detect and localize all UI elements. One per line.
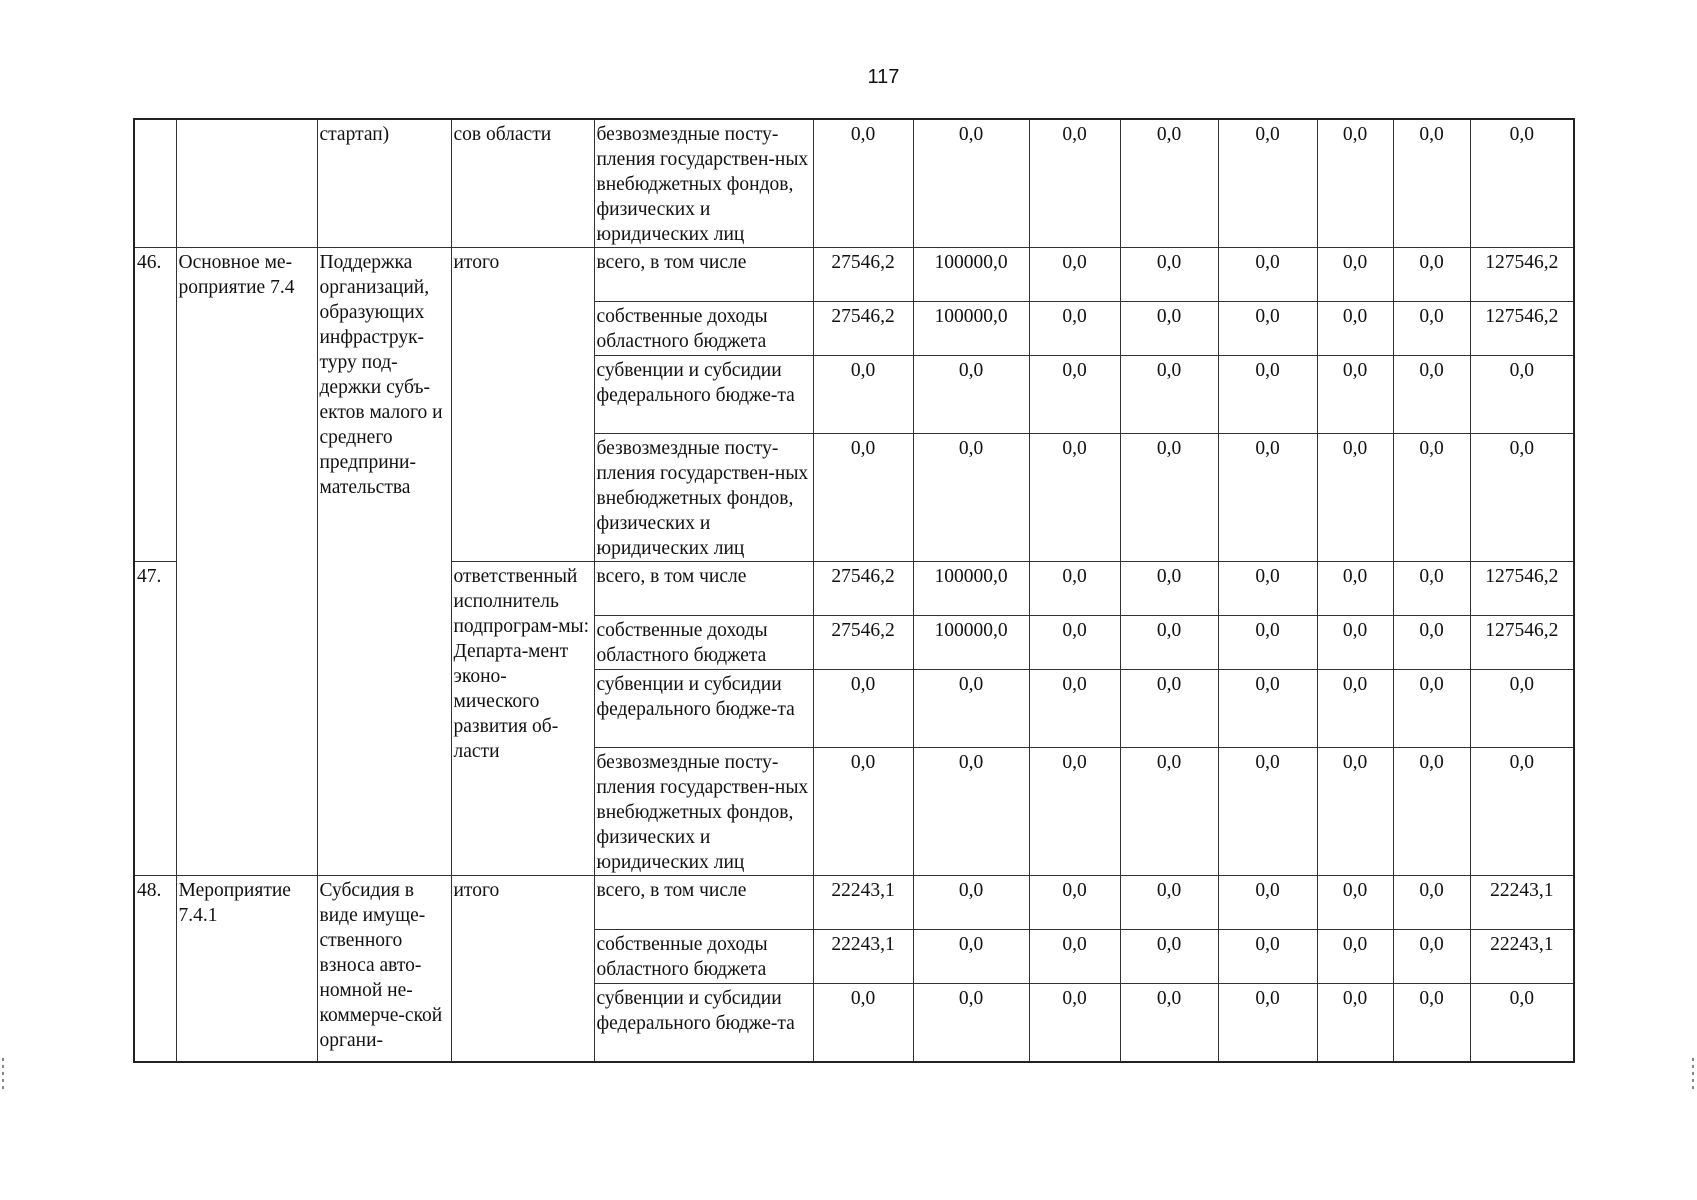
value-cell: 0,0 (1317, 876, 1393, 930)
value-cell: 0,0 (1120, 119, 1218, 248)
total-value-cell: 127546,2 (1470, 562, 1574, 616)
value-cell: 0,0 (913, 984, 1029, 1062)
value-cell: 0,0 (1029, 302, 1120, 356)
value-cell: 0,0 (913, 434, 1029, 562)
value-cell: 0,0 (1218, 248, 1317, 302)
value-cell: 0,0 (1120, 748, 1218, 876)
total-value-cell: 0,0 (1470, 434, 1574, 562)
value-cell: 0,0 (1120, 434, 1218, 562)
value-cell: 0,0 (1317, 356, 1393, 434)
value-cell: 27546,2 (813, 248, 913, 302)
value-cell: 0,0 (1029, 248, 1120, 302)
value-cell: 0,0 (1317, 119, 1393, 248)
value-cell: 0,0 (1393, 562, 1470, 616)
value-cell: 100000,0 (913, 302, 1029, 356)
value-cell: 0,0 (913, 748, 1029, 876)
funding-source-cell: субвенции и субсидии федерального бюдже-та (594, 356, 813, 434)
value-cell: 0,0 (1393, 356, 1470, 434)
total-value-cell: 0,0 (1470, 670, 1574, 748)
row-number-cell: 48. (134, 876, 176, 1062)
value-cell: 0,0 (813, 356, 913, 434)
value-cell: 0,0 (1218, 616, 1317, 670)
executor-cell: ответственный исполнитель подпрограм-мы: Департа-мент эконо-мического развития об-ласти (451, 562, 594, 876)
value-cell: 0,0 (1393, 670, 1470, 748)
value-cell: 0,0 (1317, 248, 1393, 302)
value-cell: 0,0 (1393, 248, 1470, 302)
funding-source-cell: безвозмездные посту-пления государствен-ных внебюджетных фондов, физических и юридических лиц (594, 119, 813, 248)
value-cell: 0,0 (913, 670, 1029, 748)
value-cell: 0,0 (1393, 434, 1470, 562)
value-cell: 100000,0 (913, 616, 1029, 670)
value-cell: 0,0 (1029, 616, 1120, 670)
funding-source-cell: всего, в том числе (594, 248, 813, 302)
table-row (134, 248, 1574, 302)
value-cell: 0,0 (1393, 119, 1470, 248)
value-cell: 22243,1 (813, 876, 913, 930)
total-value-cell: 127546,2 (1470, 616, 1574, 670)
funding-source-cell: собственные доходы областного бюджета (594, 616, 813, 670)
value-cell: 0,0 (1317, 930, 1393, 984)
value-cell: 0,0 (1218, 356, 1317, 434)
event-name-cell: стартап) (317, 119, 451, 248)
value-cell: 100000,0 (913, 248, 1029, 302)
value-cell: 0,0 (1120, 930, 1218, 984)
value-cell: 0,0 (913, 119, 1029, 248)
value-cell: 0,0 (1317, 302, 1393, 356)
total-value-cell: 0,0 (1470, 984, 1574, 1062)
event-name-cell: Поддержка организаций, образующих инфраструк-туру под-держки субъ-ектов малого и среднего предприни-мательства (317, 248, 451, 876)
total-value-cell: 0,0 (1470, 748, 1574, 876)
value-cell: 0,0 (1317, 670, 1393, 748)
funding-source-cell: субвенции и субсидии федерального бюдже-та (594, 984, 813, 1062)
value-cell: 0,0 (1029, 670, 1120, 748)
total-value-cell: 0,0 (1470, 356, 1574, 434)
value-cell: 0,0 (1120, 984, 1218, 1062)
scan-edge-mark-right (1692, 1058, 1694, 1092)
scan-edge-mark-left (2, 1058, 4, 1092)
value-cell: 0,0 (1029, 356, 1120, 434)
value-cell: 0,0 (1120, 670, 1218, 748)
total-value-cell: 0,0 (1470, 119, 1574, 248)
row-number-cell: 46. (134, 248, 176, 562)
funding-source-cell: безвозмездные посту-пления государствен-ных внебюджетных фондов, физических и юридических лиц (594, 748, 813, 876)
budget-table (133, 118, 1575, 1063)
value-cell: 0,0 (1120, 248, 1218, 302)
value-cell: 0,0 (1393, 930, 1470, 984)
value-cell: 0,0 (813, 119, 913, 248)
table-row (134, 876, 1574, 930)
value-cell: 0,0 (813, 984, 913, 1062)
executor-cell: итого (451, 248, 594, 562)
value-cell: 0,0 (1029, 930, 1120, 984)
value-cell: 0,0 (1029, 876, 1120, 930)
value-cell: 0,0 (1317, 984, 1393, 1062)
value-cell: 27546,2 (813, 562, 913, 616)
value-cell: 0,0 (813, 748, 913, 876)
value-cell: 0,0 (1218, 748, 1317, 876)
value-cell: 0,0 (1120, 302, 1218, 356)
funding-source-cell: всего, в том числе (594, 876, 813, 930)
event-cell: Основное ме-роприятие 7.4 (176, 248, 317, 876)
value-cell: 0,0 (1218, 302, 1317, 356)
value-cell: 22243,1 (813, 930, 913, 984)
event-cell (176, 119, 317, 248)
value-cell: 0,0 (1317, 562, 1393, 616)
total-value-cell: 22243,1 (1470, 930, 1574, 984)
value-cell: 0,0 (1393, 616, 1470, 670)
value-cell: 0,0 (1393, 984, 1470, 1062)
total-value-cell: 127546,2 (1470, 248, 1574, 302)
value-cell: 0,0 (913, 356, 1029, 434)
value-cell: 100000,0 (913, 562, 1029, 616)
value-cell: 0,0 (1218, 562, 1317, 616)
value-cell: 0,0 (1120, 356, 1218, 434)
event-cell: Мероприятие 7.4.1 (176, 876, 317, 1062)
value-cell: 0,0 (1029, 119, 1120, 248)
value-cell: 27546,2 (813, 616, 913, 670)
value-cell: 0,0 (1218, 670, 1317, 748)
value-cell: 0,0 (1317, 616, 1393, 670)
executor-cell: итого (451, 876, 594, 1062)
value-cell: 0,0 (813, 434, 913, 562)
value-cell: 0,0 (913, 876, 1029, 930)
event-name-cell: Субсидия в виде имуще-ственного взноса авто-номной не-коммерче-ской органи- (317, 876, 451, 1062)
row-number-cell (134, 119, 176, 248)
value-cell: 0,0 (1393, 876, 1470, 930)
value-cell: 0,0 (1218, 119, 1317, 248)
value-cell: 0,0 (1393, 748, 1470, 876)
executor-cell: сов области (451, 119, 594, 248)
value-cell: 0,0 (1393, 302, 1470, 356)
page-number: 117 (867, 66, 900, 88)
value-cell: 0,0 (813, 670, 913, 748)
funding-source-cell: собственные доходы областного бюджета (594, 302, 813, 356)
row-number-cell: 47. (134, 562, 176, 876)
value-cell: 0,0 (1120, 562, 1218, 616)
value-cell: 0,0 (1317, 748, 1393, 876)
value-cell: 0,0 (1218, 434, 1317, 562)
funding-source-cell: всего, в том числе (594, 562, 813, 616)
value-cell: 0,0 (1029, 984, 1120, 1062)
value-cell: 0,0 (1029, 562, 1120, 616)
total-value-cell: 127546,2 (1470, 302, 1574, 356)
value-cell: 0,0 (1218, 876, 1317, 930)
value-cell: 0,0 (1120, 616, 1218, 670)
value-cell: 0,0 (1029, 434, 1120, 562)
value-cell: 0,0 (1029, 748, 1120, 876)
value-cell: 0,0 (1218, 984, 1317, 1062)
funding-source-cell: безвозмездные посту-пления государствен-ных внебюджетных фондов, физических и юридических лиц (594, 434, 813, 562)
total-value-cell: 22243,1 (1470, 876, 1574, 930)
table-row (134, 119, 1574, 248)
value-cell: 0,0 (1317, 434, 1393, 562)
value-cell: 0,0 (1120, 876, 1218, 930)
funding-source-cell: собственные доходы областного бюджета (594, 930, 813, 984)
value-cell: 0,0 (913, 930, 1029, 984)
funding-source-cell: субвенции и субсидии федерального бюдже-та (594, 670, 813, 748)
value-cell: 27546,2 (813, 302, 913, 356)
value-cell: 0,0 (1218, 930, 1317, 984)
